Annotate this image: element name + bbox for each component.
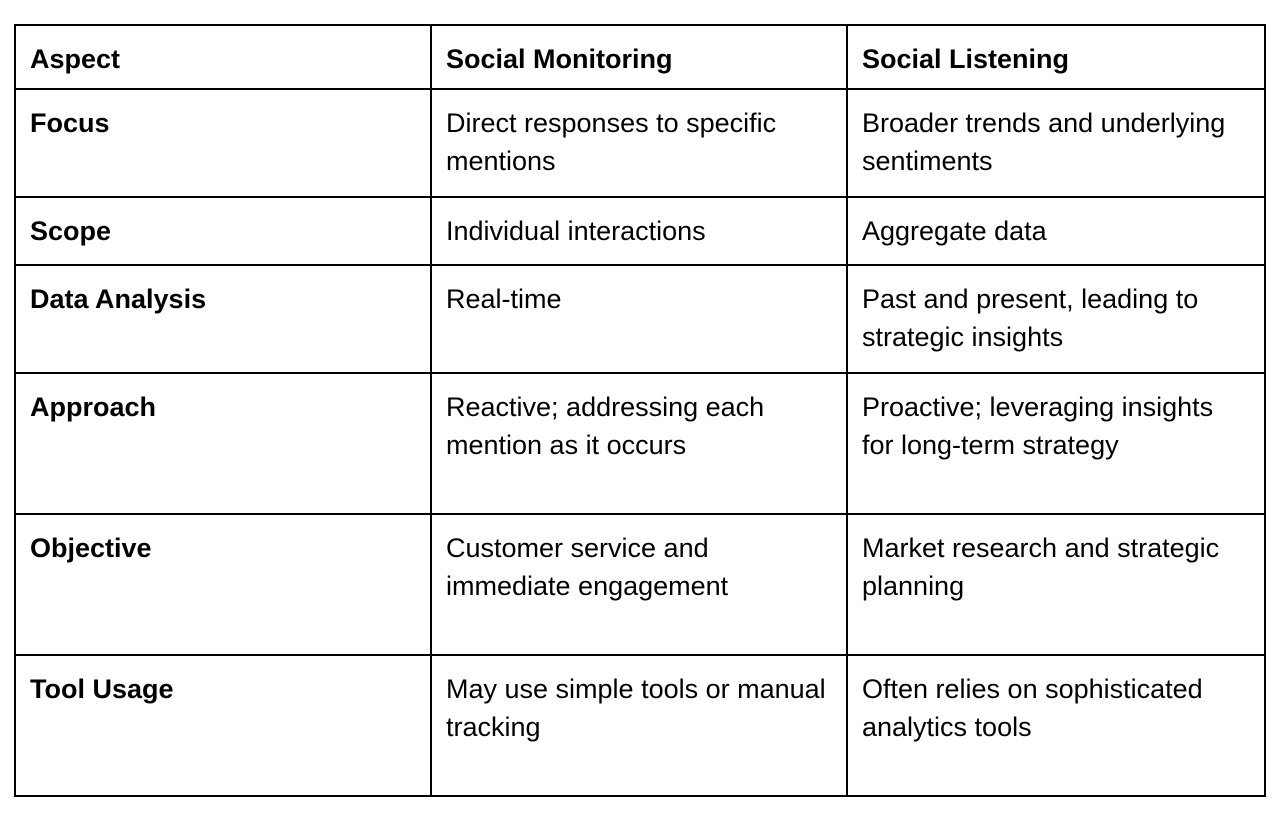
aspect-cell: Approach	[15, 373, 431, 514]
monitoring-cell: May use simple tools or manual tracking	[431, 655, 847, 796]
aspect-cell: Scope	[15, 197, 431, 265]
header-cell-aspect: Aspect	[15, 25, 431, 89]
table-row	[15, 265, 1265, 373]
monitoring-cell: Direct responses to specific mentions	[431, 89, 847, 197]
monitoring-cell: Reactive; addressing each mention as it occurs	[431, 373, 847, 514]
header-cell-social-listening: Social Listening	[847, 25, 1265, 89]
header-cell-social-monitoring: Social Monitoring	[431, 25, 847, 89]
table-row	[15, 197, 1265, 265]
listening-cell: Market research and strategic planning	[847, 514, 1265, 655]
aspect-cell: Focus	[15, 89, 431, 197]
listening-cell: Past and present, leading to strategic insights	[847, 265, 1265, 373]
aspect-cell: Objective	[15, 514, 431, 655]
table-row	[15, 373, 1265, 514]
monitoring-cell: Real-time	[431, 265, 847, 373]
table-row	[15, 89, 1265, 197]
listening-cell: Broader trends and underlying sentiments	[847, 89, 1265, 197]
listening-cell: Often relies on sophisticated analytics tools	[847, 655, 1265, 796]
aspect-cell: Tool Usage	[15, 655, 431, 796]
table-row	[15, 655, 1265, 796]
header-row	[15, 25, 1265, 89]
monitoring-cell: Individual interactions	[431, 197, 847, 265]
aspect-cell: Data Analysis	[15, 265, 431, 373]
monitoring-cell: Customer service and immediate engagement	[431, 514, 847, 655]
listening-cell: Proactive; leveraging insights for long-term strategy	[847, 373, 1265, 514]
table-row	[15, 514, 1265, 655]
comparison-table	[14, 24, 1266, 797]
listening-cell: Aggregate data	[847, 197, 1265, 265]
